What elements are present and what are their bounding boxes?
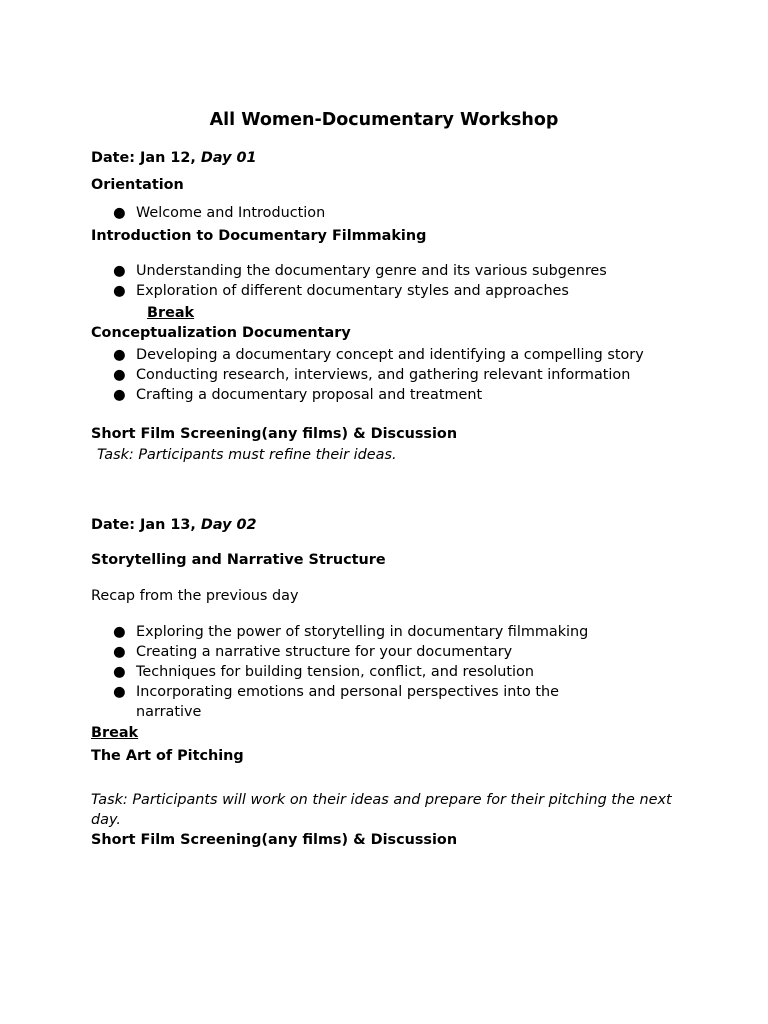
list-item xyxy=(112,345,644,365)
day2-date-prefix: Date: Jan 13, xyxy=(91,517,201,533)
day2-task-line1: Task: Participants will work on their ideas and prepare for their pitching the next xyxy=(91,792,672,808)
day1-day-label: Day 01 xyxy=(200,150,257,166)
day2-break-label: Break xyxy=(91,725,139,741)
list-item xyxy=(112,622,588,642)
day2-day-label: Day 02 xyxy=(200,517,257,533)
recap-text: Recap from the previous day xyxy=(91,588,299,604)
list-item xyxy=(112,642,588,662)
list-item-continuation xyxy=(112,702,588,722)
list-item-text: Exploration of different documentary styles and approaches xyxy=(136,283,569,299)
bullet-icon: ● xyxy=(113,624,126,640)
list-item xyxy=(112,682,588,702)
orientation-list xyxy=(112,203,325,223)
bullet-icon: ● xyxy=(113,283,126,299)
document-title: All Women-Documentary Workshop xyxy=(209,110,559,130)
list-item-text: Conducting research, interviews, and gathering relevant information xyxy=(136,367,631,383)
bullet-icon: ● xyxy=(113,367,126,383)
list-item-text: Techniques for building tension, conflict, and resolution xyxy=(136,664,534,680)
day2-date-line xyxy=(91,515,257,535)
day2-task-line2: day. xyxy=(91,812,121,828)
storytelling-heading: Storytelling and Narrative Structure xyxy=(91,552,386,568)
list-item-text: Understanding the documentary genre and its various subgenres xyxy=(136,263,607,279)
bullet-icon: ● xyxy=(113,684,126,700)
concept-heading: Conceptualization Documentary xyxy=(91,325,351,341)
orientation-heading: Orientation xyxy=(91,177,184,193)
storytelling-list xyxy=(112,622,588,722)
list-item-text: Developing a documentary concept and identifying a compelling story xyxy=(136,347,644,363)
list-item-text: Crafting a documentary proposal and treatment xyxy=(136,387,483,403)
list-item-text: Welcome and Introduction xyxy=(136,205,326,221)
bullet-icon: ● xyxy=(113,387,126,403)
list-item xyxy=(112,662,588,682)
bullet-icon: ● xyxy=(113,205,126,221)
concept-list xyxy=(112,345,644,405)
list-item xyxy=(112,281,607,301)
list-item xyxy=(112,385,644,405)
list-item xyxy=(112,365,644,385)
list-item xyxy=(112,203,325,223)
day1-break-label: Break xyxy=(147,305,195,321)
list-item-text: Incorporating emotions and personal perspectives into the xyxy=(136,684,559,700)
day1-date-line xyxy=(91,148,257,168)
list-item xyxy=(112,261,607,281)
day2-screening: Short Film Screening(any films) & Discussion xyxy=(91,832,458,848)
bullet-icon: ● xyxy=(113,347,126,363)
bullet-icon: ● xyxy=(113,644,126,660)
pitching-heading: The Art of Pitching xyxy=(91,748,244,764)
day1-date-prefix: Date: Jan 12, xyxy=(91,150,201,166)
day1-task: Task: Participants must refine their ideas. xyxy=(97,447,397,463)
list-item-text: Creating a narrative structure for your documentary xyxy=(136,644,513,660)
intro-heading: Introduction to Documentary Filmmaking xyxy=(91,228,427,244)
intro-list xyxy=(112,261,607,301)
list-item-text: Exploring the power of storytelling in documentary filmmaking xyxy=(136,624,589,640)
day1-screening: Short Film Screening(any films) & Discussion xyxy=(91,426,458,442)
bullet-icon: ● xyxy=(113,664,126,680)
bullet-icon: ● xyxy=(113,263,126,279)
list-item-text: narrative xyxy=(136,704,202,720)
